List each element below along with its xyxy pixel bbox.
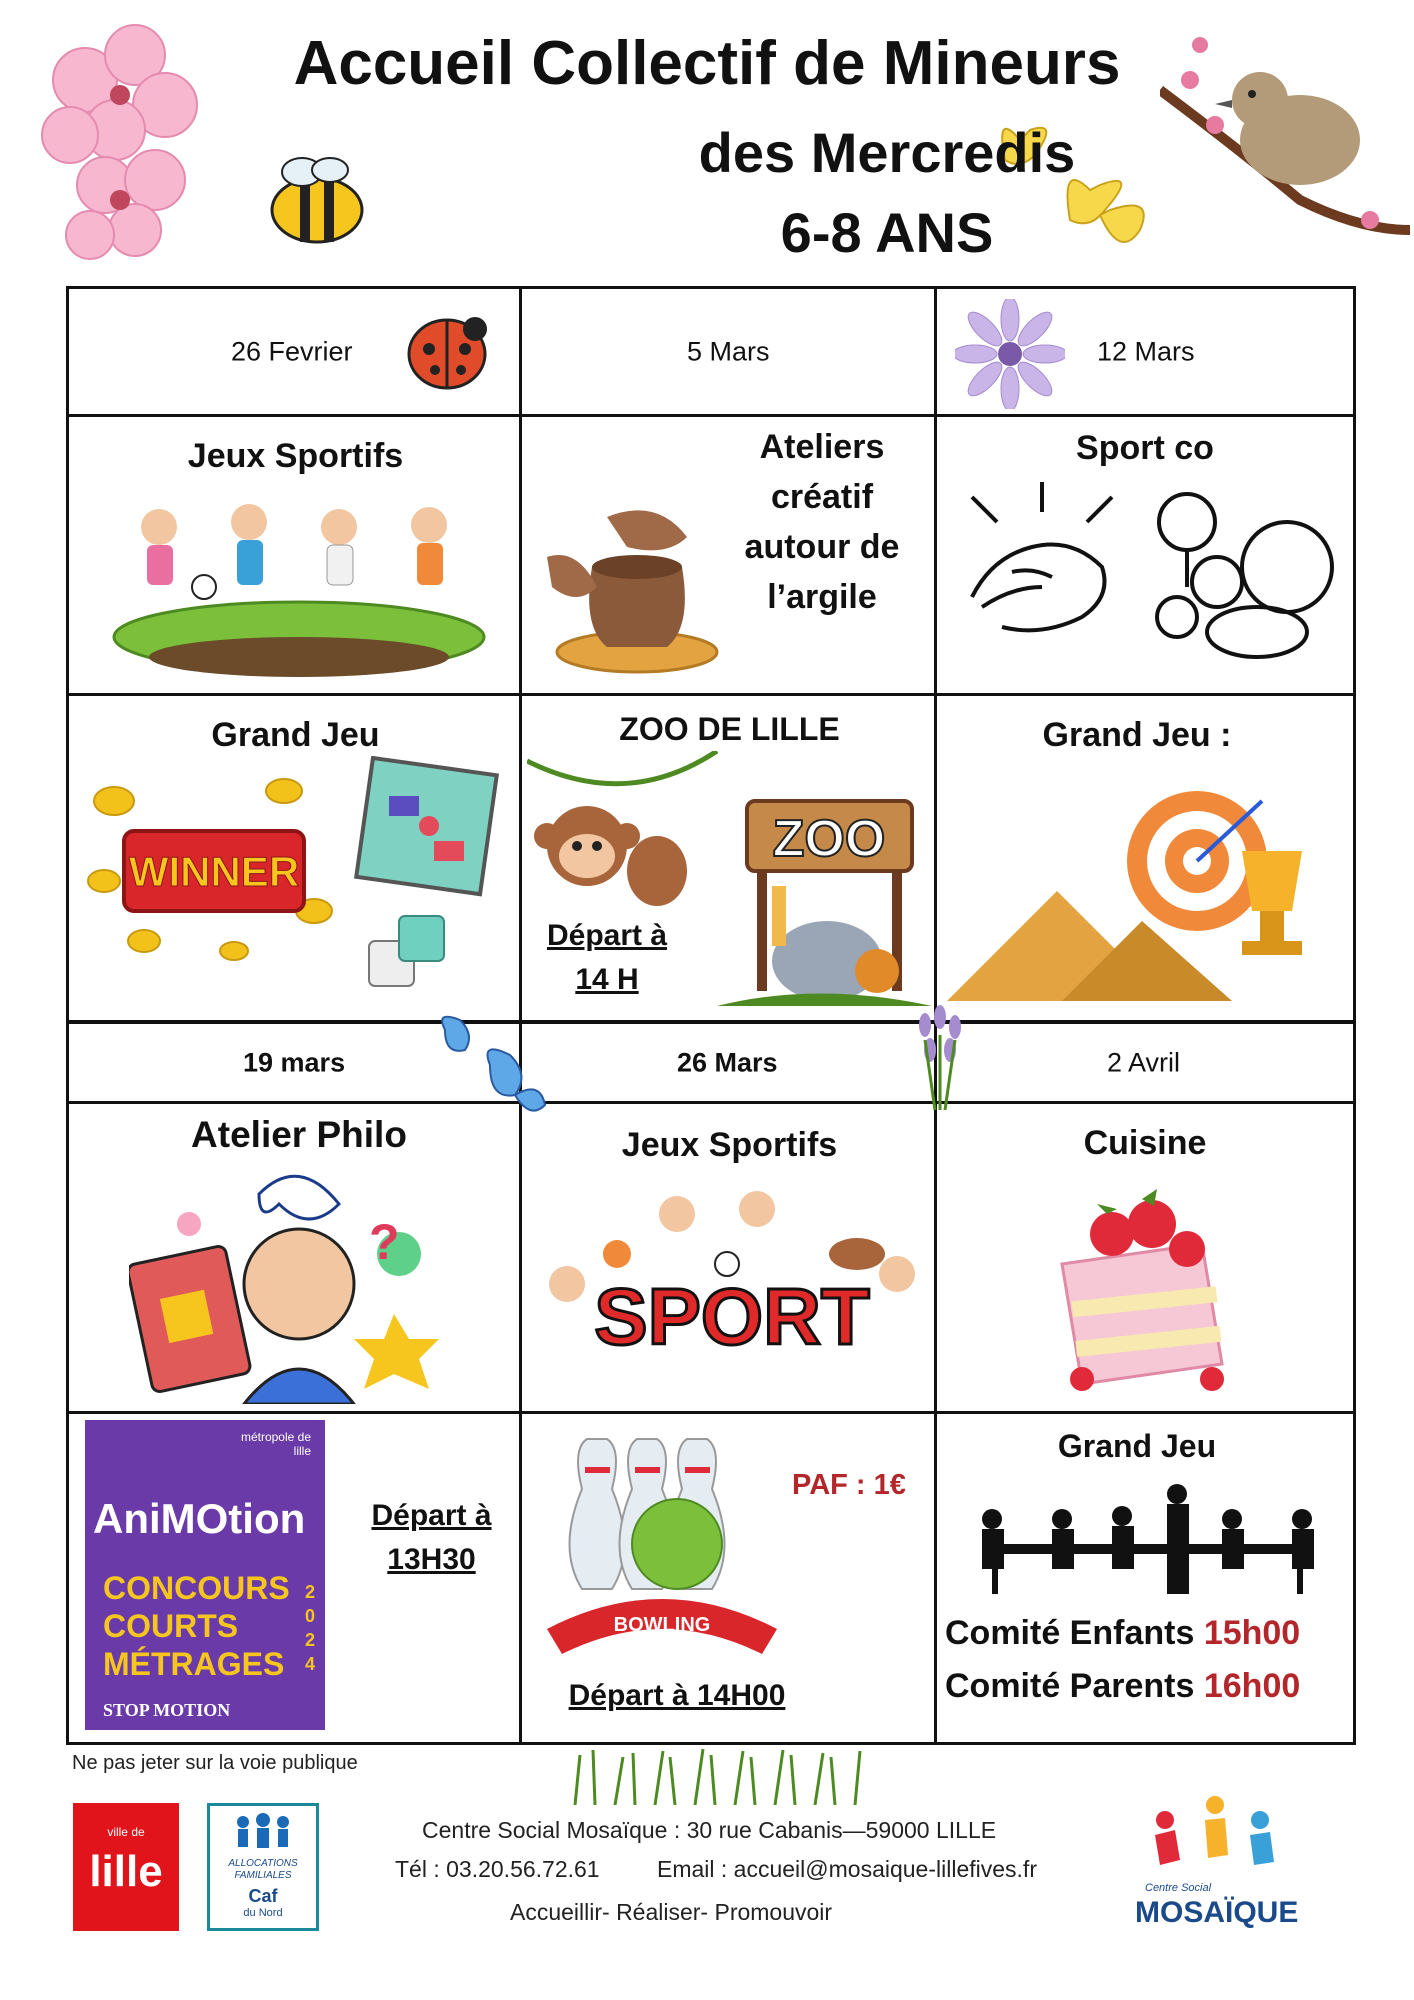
activity-title: Grand Jeu [211,716,380,754]
date-label: 19 mars [243,1047,346,1077]
grass-icon [565,1745,865,1805]
activity-title: ZOO DE LILLE [619,711,840,747]
schedule-block-2 [66,1021,1356,1745]
activity-title: Jeux Sportifs [187,437,404,475]
mosaique-figures-icon [1140,1790,1290,1880]
schedule-block-1 [66,286,1356,1023]
blue-butterflies-icon [430,1010,550,1120]
animotion-poster [85,1420,325,1730]
sports-balls-icon [1147,487,1347,667]
email-line: Email : accueil@mosaique-lillefives.fr [657,1856,1037,1882]
poster-sub: STOP MOTION [103,1700,231,1720]
winner-banner-text: WINNER [128,848,300,895]
departure-time: Départ à 14 H [546,919,668,996]
motto-line: Accueillir- Réaliser- Promouvoir [510,1899,833,1925]
poster-org: métropole de lille [240,1430,311,1458]
date-row [69,1024,1353,1104]
price-label: PAF : 1€ [792,1469,906,1501]
phone-line: Tél : 03.20.56.72.61 [395,1856,600,1882]
monkey-image [527,751,727,921]
target-trophy-pyramids-image [942,761,1352,1011]
departure-time: Départ à 14H00 [568,1679,786,1712]
address-line: Centre Social Mosaïque : 30 rue Cabanis—59000 LILLE [422,1817,997,1843]
strawberry-cake-image [1042,1184,1242,1394]
winner-coins-image [84,771,344,961]
poster-line-3: MÉTRAGES [103,1646,285,1682]
departure-time: Départ à 13H30 [371,1499,492,1576]
caf-people-icon [228,1812,298,1852]
lille-logo: ville de lille [73,1803,179,1931]
activity-row [69,1414,1353,1742]
date-label: 5 Mars [687,336,770,366]
date-label: 26 Fevrier [231,336,353,366]
activity-title: Atelier Philo [191,1114,407,1155]
pottery-clay-image [537,477,737,677]
age-group: 6-8 ANS [780,201,994,264]
bowling-image [527,1429,797,1679]
sport-kids-image [527,1184,932,1404]
date-label: 2 Avril [1107,1047,1181,1077]
meeting-silhouette-image [962,1484,1332,1599]
page-subtitle: des Mercredis [698,121,1076,184]
ladybug-icon [397,304,497,399]
philosophy-thinking-image [129,1164,449,1404]
kids-playing-sports-image [99,487,499,677]
bowling-ribbon-text: BOWLING [613,1614,711,1636]
date-label: 12 Mars [1097,336,1195,366]
activity-title: Ateliers créatif autour de l’argile [744,428,900,616]
poster-line-2: COURTS [103,1608,239,1644]
activity-row [69,696,1353,1020]
page-title: Accueil Collectif de Mineurs [293,29,1121,98]
mosaique-logo: Centre Social MOSAÏQUE [1125,1790,1305,1940]
daisy-flower-icon [955,299,1065,409]
lavender-icon [910,1005,970,1115]
committee-line: Comité Parents 16h00 [945,1667,1301,1705]
activity-title: Grand Jeu : [1042,716,1232,754]
board-game-and-dice-image [349,756,509,1016]
activity-row [69,417,1353,696]
zoo-animals-image [717,791,932,1011]
zoo-sign-text: ZOO [772,810,886,868]
caf-logo: ALLOCATIONS FAMILIALES Caf du Nord [207,1803,319,1931]
disposal-notice: Ne pas jeter sur la voie publique [72,1752,358,1774]
activity-title: Sport co [1076,429,1214,467]
committee-line: Comité Enfants 15h00 [945,1614,1301,1652]
poster-line-1: CONCOURS [103,1570,290,1606]
date-row [69,289,1353,417]
date-label: 26 Mars [677,1047,778,1077]
activity-title: Jeux Sportifs [621,1126,838,1164]
team-handshake-icon [952,477,1132,657]
poster-title: AniMOtion [93,1495,306,1542]
sport-logo-text: SPORT [594,1272,870,1361]
activity-title: Cuisine [1083,1124,1207,1162]
poster-year: 2024 [305,1582,316,1674]
activity-row [69,1104,1353,1414]
activity-title: Grand Jeu [1057,1428,1217,1464]
svg-text:?: ? [369,1214,400,1270]
